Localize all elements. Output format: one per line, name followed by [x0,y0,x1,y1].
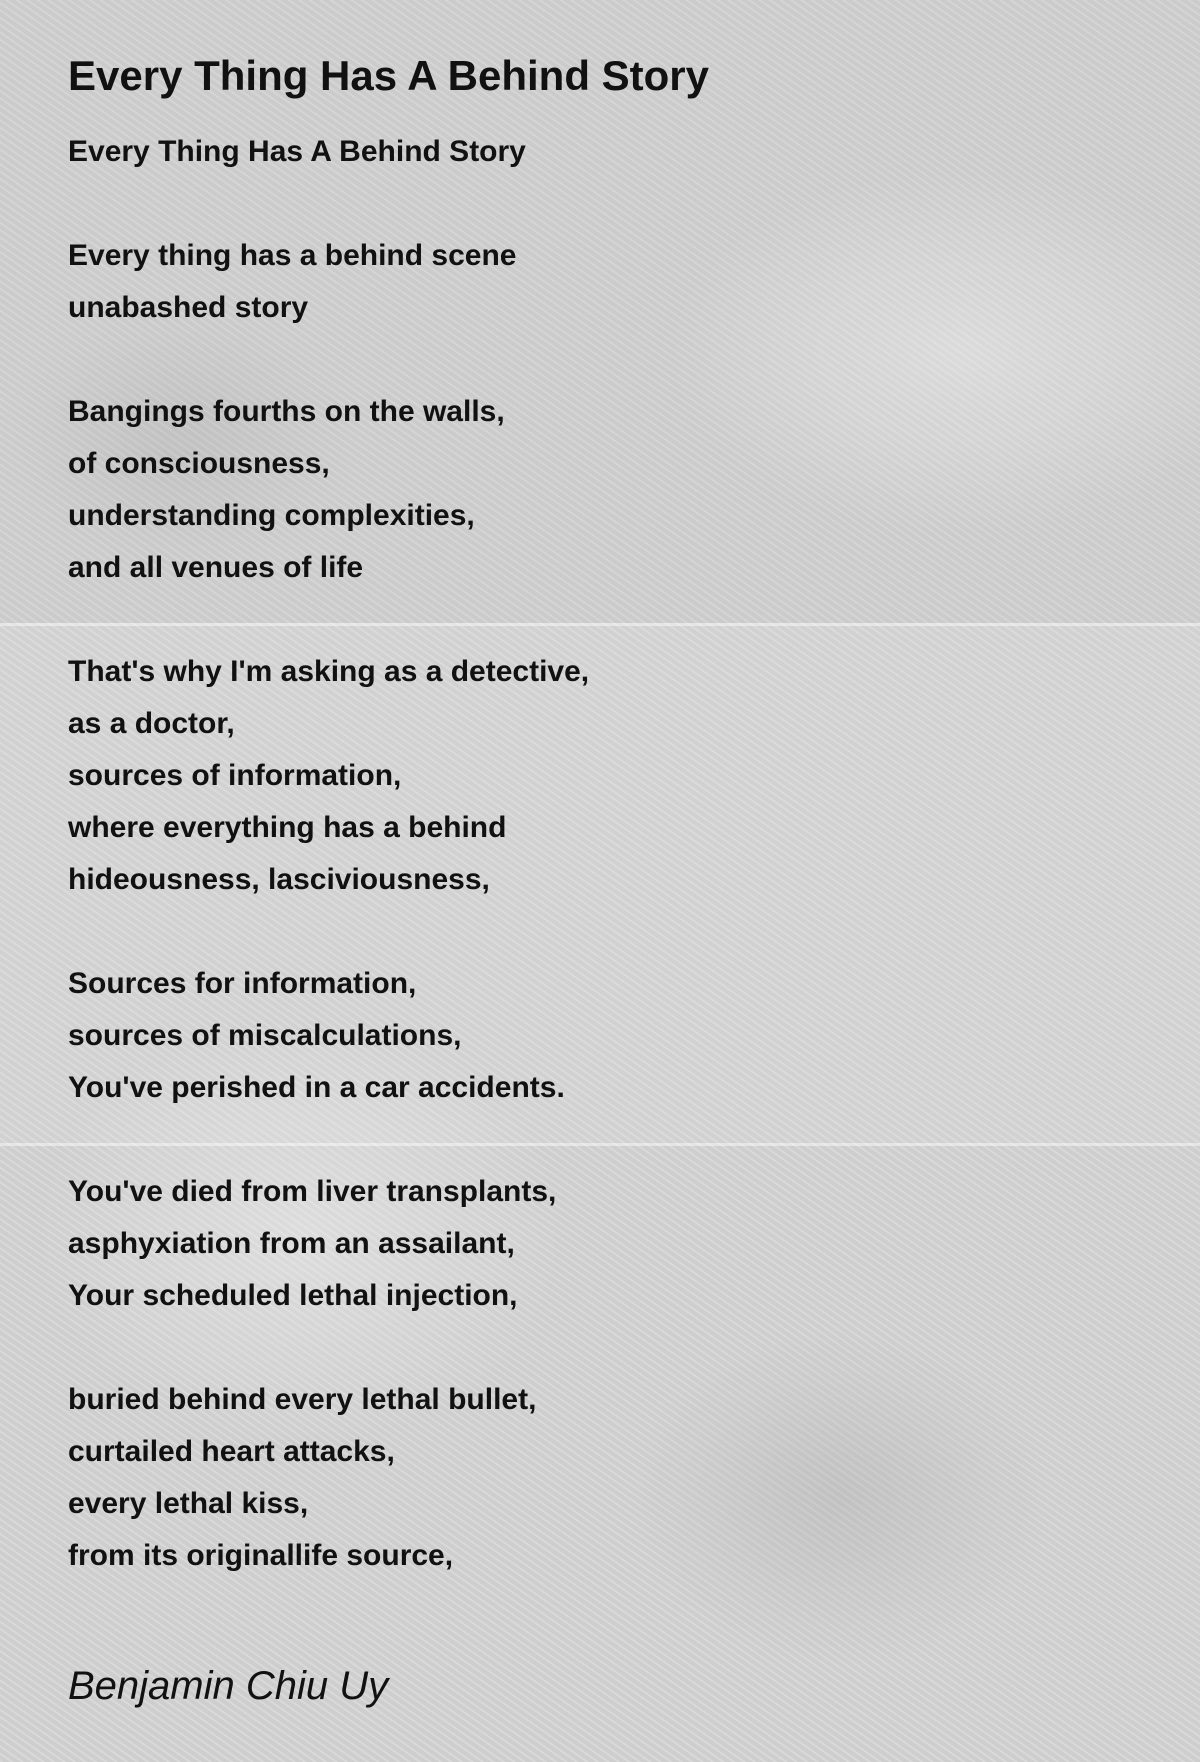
poem-line: buried behind every lethal bullet, [68,1383,537,1416]
poem-title: Every Thing Has A Behind Story [68,52,710,99]
poem-line: sources of miscalculations, [68,1019,462,1052]
poem-line: That's why I'm asking as a detective, [68,655,590,688]
poem-line: of consciousness, [68,447,330,480]
poem-line: from its originallife source, [68,1539,454,1572]
poem-line: Every thing has a behind scene [68,239,517,272]
poem-line: Sources for information, [68,967,417,1000]
poem-stanza [68,386,1160,594]
poem-line: curtailed heart attacks, [68,1435,395,1468]
poem-line: understanding complexities, [68,499,475,532]
poem-body [68,126,1160,1582]
poem-stanza [68,958,1160,1114]
poem-stanza [68,126,1160,178]
poem-line: sources of information, [68,759,402,792]
poem-container [68,48,1160,1634]
author-name: Benjamin Chiu Uy [68,1664,389,1708]
poem-line: asphyxiation from an assailant, [68,1227,515,1260]
poem-stanza [68,1374,1160,1582]
poem-line: Bangings fourths on the walls, [68,395,505,428]
poem-line: hideousness, lasciviousness, [68,863,490,896]
poem-line: where everything has a behind [68,811,507,844]
poem-line: unabashed story [68,291,309,324]
poem-stanza [68,230,1160,334]
poem-line: every lethal kiss, [68,1487,309,1520]
poem-stanza [68,646,1160,906]
poem-stanza [68,1166,1160,1322]
poem-line: You've died from liver transplants, [68,1175,557,1208]
poem-line: Your scheduled lethal injection, [68,1279,518,1312]
poem-line: Every Thing Has A Behind Story [68,135,526,168]
poem-line: You've perished in a car accidents. [68,1071,565,1104]
poem-line: and all venues of life [68,551,364,584]
poem-line: as a doctor, [68,707,235,740]
